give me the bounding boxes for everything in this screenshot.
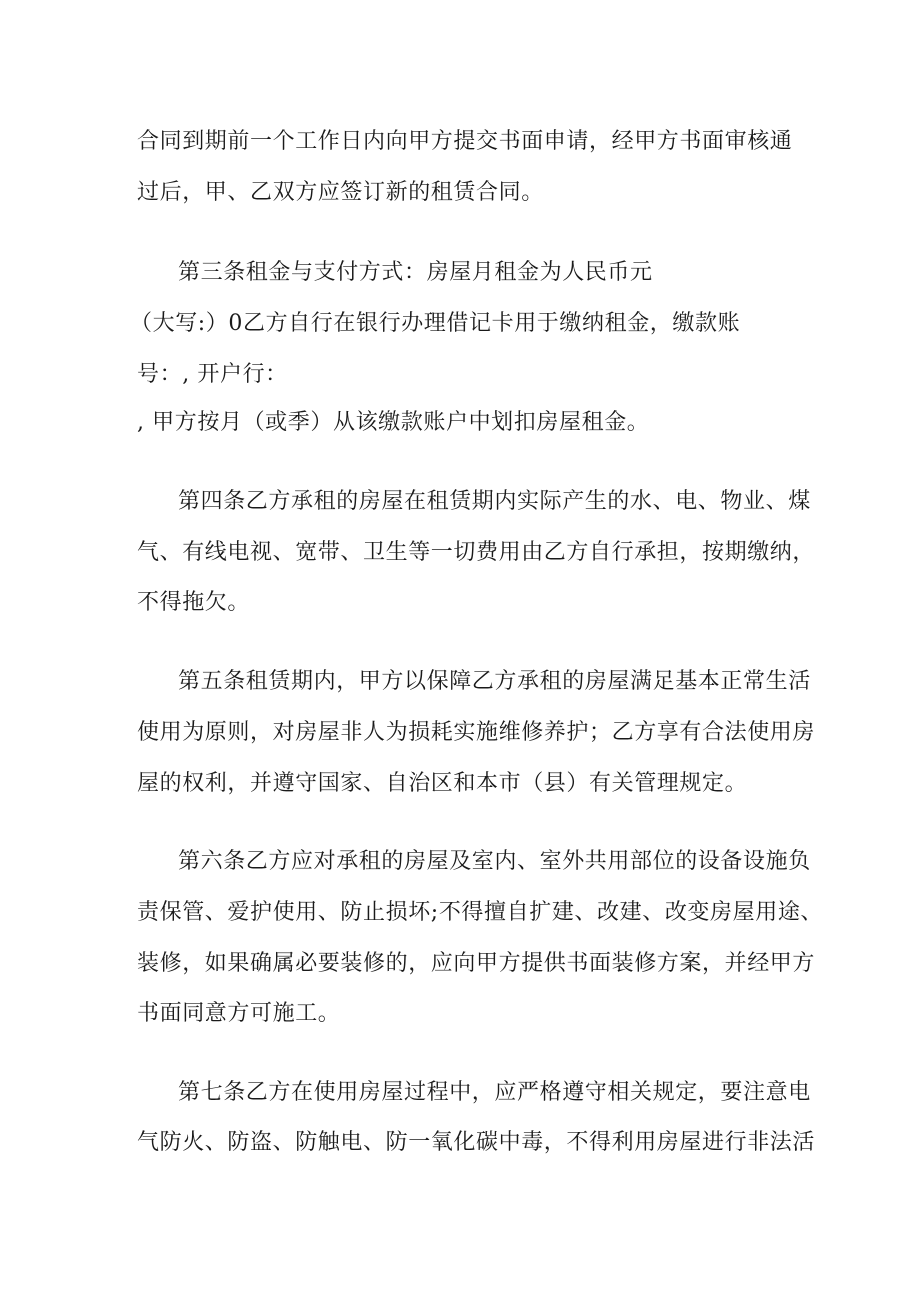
text-line: , 甲方按月（或季）从该缴款账户中划扣房屋租金。 (137, 410, 650, 435)
text-line: 气、有线电视、宽带、卫生等一切费用由乙方自行承担，按期缴纳， (137, 540, 816, 565)
article-5-heading: 第五条租赁期内，甲方以保障乙方承租的房屋满足基本正常生活 (178, 669, 811, 694)
text-line: 责保管、爱护使用、防止损坏;不得擅自扩建、改建、改变房屋用途、 (137, 900, 824, 925)
article-3-heading: 第三条租金与支付方式：房屋月租金为人民币元 (178, 260, 653, 285)
text-line: 过后，甲、乙双方应签订新的租赁合同。 (137, 180, 544, 205)
article-7-heading: 第七条乙方在使用房屋过程中，应严格遵守相关规定，要注意电 (178, 1080, 811, 1105)
article-4-heading: 第四条乙方承租的房屋在租赁期内实际产生的水、电、物业、煤 (178, 489, 811, 514)
text-line: 屋的权利，并遵守国家、自治区和本市（县）有关管理规定。 (137, 771, 748, 796)
text-line: 使用为原则，对房屋非人为损耗实施维修养护；乙方享有合法使用房 (137, 720, 816, 745)
text-line: 合同到期前一个工作日内向甲方提交书面申请，经甲方书面审核通 (137, 129, 793, 154)
text-line: 不得拖欠。 (137, 590, 251, 615)
article-6-heading: 第六条乙方应对承租的房屋及室内、室外共用部位的设备设施负 (178, 849, 811, 874)
text-line: 号：, 开户行： (137, 362, 288, 387)
text-line: 书面同意方可施工。 (137, 1001, 341, 1026)
text-line: 装修，如果确属必要装修的，应向甲方提供书面装修方案，并经甲方 (137, 951, 816, 976)
text-line: 气防火、防盗、防触电、防一氧化碳中毒，不得利用房屋进行非法活 (137, 1130, 816, 1155)
text-line: （大写:）0乙方自行在银行办理借记卡用于缴纳租金，缴款账 (130, 311, 741, 336)
